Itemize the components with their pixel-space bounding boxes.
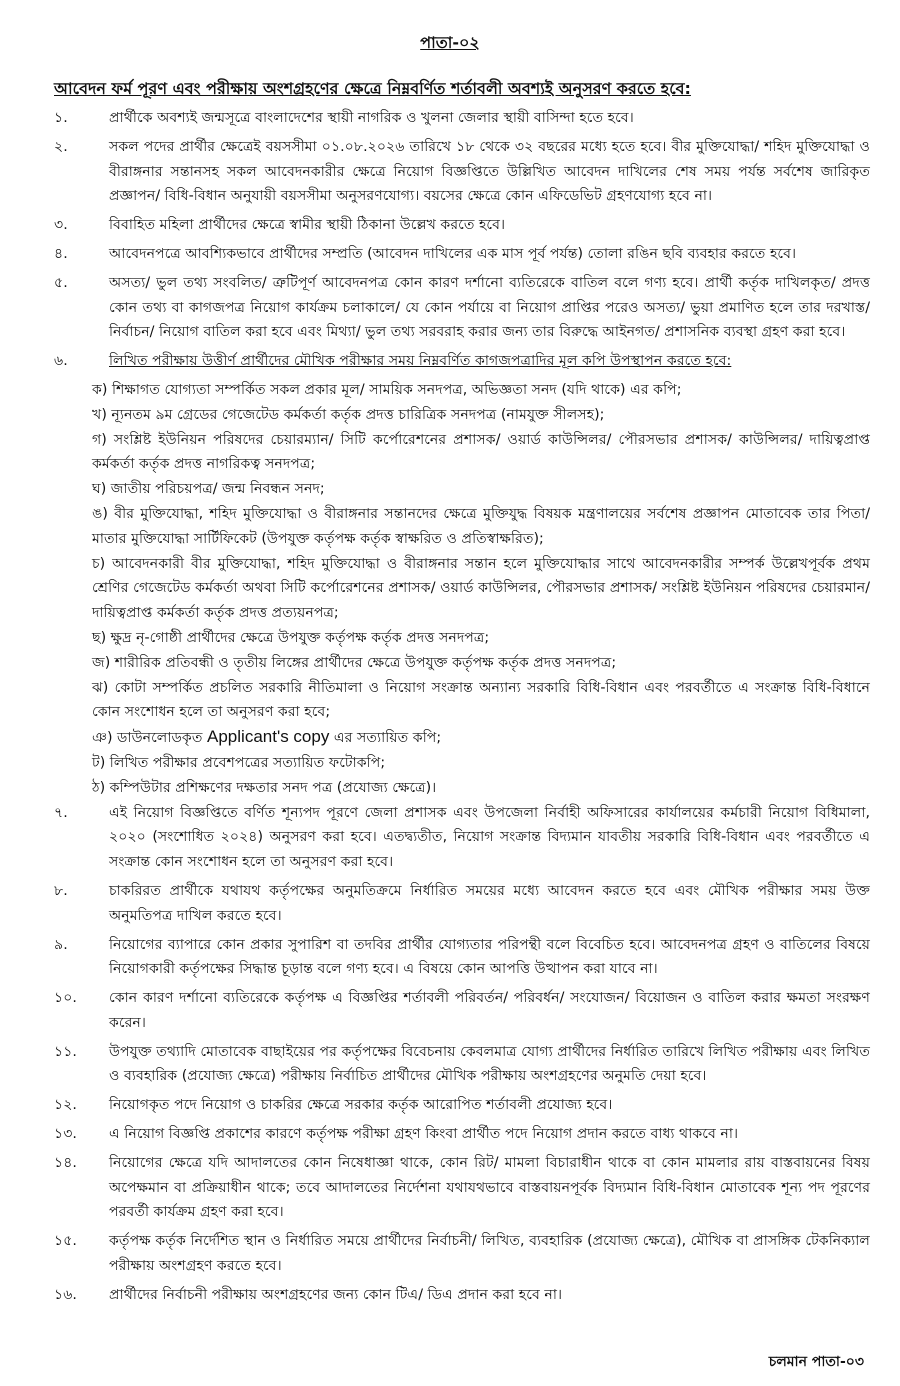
sub-item: ছ) ক্ষুদ্র নৃ-গোষ্ঠী প্রার্থীদের ক্ষেত্রে উপযুক্ত কর্তৃপক্ষ কর্তৃক প্রদত্ত সনদপত্র; — [92, 629, 490, 646]
list-item — [54, 1040, 870, 1090]
sub-item-suffix: এর সত্যায়িত কপি; — [329, 730, 442, 747]
item-number: ৩. — [54, 217, 68, 234]
item-number: ৫. — [54, 274, 68, 291]
item-number: ১০. — [54, 990, 77, 1007]
list-item — [54, 879, 870, 929]
list-item — [54, 135, 870, 209]
sub-item: ঙ) বীর মুক্তিযোদ্ধা, শহিদ মুক্তিযোদ্ধা ও বীরাঙ্গনার সন্তানদের ক্ষেত্রে মুক্তিযুদ্ধ বিষয়ক মন্ত্রণালয়ের সর্বশেষ প্রজ্ঞাপন মোতাবেক তার পিতা/ মাতার মুক্তিযোদ্ধা সার্টিফিকেট (উপযুক্ত কর্তৃপক্ষ কর্তৃক স্বাক্ষরিত ও প্রতিস্বাক্ষরিত); — [92, 505, 870, 547]
item-number: ১. — [54, 110, 68, 126]
item-body — [109, 349, 870, 374]
documents-intro: লিখিত পরীক্ষায় উত্তীর্ণ প্রার্থীদের মৌখিক পরীক্ষার সময় নিম্নবর্ণিত কাগজপত্রাদির মূল কপি উপস্থাপন করতে হবে: — [109, 353, 732, 370]
item-number: ৮. — [54, 882, 68, 899]
list-item — [54, 271, 870, 345]
applicant-copy-label: Applicant's copy — [207, 727, 330, 747]
sub-item: গ) সংশ্লিষ্ট ইউনিয়ন পরিষদের চেয়ারম্যান/ সিটি কর্পোরেশনের প্রশাসক/ ওয়ার্ড কাউন্সিলর/ পৌরসভার প্রশাসক/ কাউন্সিলর/ দায়িত্বপ্রাপ্ত কর্মকর্তা কর্তৃক প্রদত্ত নাগরিকত্ব সনদপত্র; — [92, 431, 870, 473]
list-item — [54, 1093, 870, 1118]
item-text: এই নিয়োগ বিজ্ঞপ্তিতে বর্ণিত শূন্যপদ পূরণে জেলা প্রশাসক এবং উপজেলা নির্বাহী অফিসারের কার্যালয়ের কর্মচারী নিয়োগ বিধিমালা, ২০২০ (সংশোধিত ২০২৪) অনুসরণ করা হবে। এতদ্ব্যতীত, নিয়োগ সংক্রান্ত বিদ্যমান যাবতীয় সরকারি বিধি-বিধান এবং পরবর্তীতে এ সংক্রান্ত কোন সংশোধন হলে তা অনুসরণ করা হবে। — [109, 804, 870, 871]
sub-item: খ) ন্যূনতম ৯ম গ্রেডের গেজেটেড কর্মকর্তা কর্তৃক প্রদত্ত চারিত্রিক সনদপত্র (নামযুক্ত সীলসহ); — [92, 406, 605, 423]
conditions-heading: আবেদন ফর্ম পূরণ এবং পরীক্ষায় অংশগ্রহণের ক্ষেত্রে নিম্নবর্ণিত শর্তাবলী অবশ্যই অনুসরণ করতে হবে: — [54, 79, 691, 98]
page-number: পাতা-০২ — [420, 33, 480, 52]
item-text: এ নিয়োগ বিজ্ঞপ্তি প্রকাশের কারণে কর্তৃপক্ষ পরীক্ষা গ্রহণ কিংবা প্রার্থীত পদে নিয়োগ প্রদান করতে বাধ্য থাকবে না। — [109, 1126, 739, 1143]
item-text: কর্তৃপক্ষ কর্তৃক নির্দেশিত স্থান ও নির্ধারিত সময়ে প্রার্থীদের নির্বাচনী/ লিখিত, ব্যবহারিক (প্রযোজ্য ক্ষেত্রে), মৌখিক বা প্রাসঙ্গিক টেকনিক্যাল পরীক্ষায় অংশগ্রহণ করতে হবে। — [109, 1233, 870, 1275]
conditions-list — [54, 106, 870, 1312]
item-text: নিয়োগকৃত পদে নিয়োগ ও চাকরির ক্ষেত্রে সরকার কর্তৃক আরোপিত শর্তাবলী প্রযোজ্য হবে। — [109, 1097, 613, 1114]
item-number: ১১. — [54, 1043, 77, 1060]
list-item — [54, 1229, 870, 1279]
sub-item-prefix: ঞ) ডাউনলোডকৃত — [92, 730, 208, 747]
sub-item: চ) আবেদনকারী বীর মুক্তিযোদ্ধা, শহিদ মুক্তিযোদ্ধা ও বীরাঙ্গনার সন্তান হলে মুক্তিযোদ্ধার সাথে আবেদনকারীর সম্পর্ক উল্লেখপূর্বক প্রথম শ্রেণির গেজেটেড কর্মকর্তা অথবা সিটি কর্পোরেশনের প্রশাসক/ ওয়ার্ড কাউন্সিলর, পৌরসভার প্রশাসক/ সংশ্লিষ্ট ইউনিয়ন পরিষদের চেয়ারমান/ দায়িত্বপ্রাপ্ত কর্মকর্তা কর্তৃক প্রদত্ত প্রত্যয়নপত্র; — [92, 555, 870, 622]
item-text: প্রার্থীকে অবশ্যই জন্মসূত্রে বাংলাদেশের স্থায়ী নাগরিক ও খুলনা জেলার স্থায়ী বাসিন্দা হতে হবে। — [109, 110, 634, 126]
item-number: ২. — [54, 138, 68, 155]
item-text: উপযুক্ত তথ্যাদি মোতাবেক বাছাইয়ের পর কর্তৃপক্ষের বিবেচনায় কেবলমাত্র যোগ্য প্রার্থীদের নির্ধারিত তারিখে লিখিত পরীক্ষায় এবং লিখিত ও ব্যবহারিক (প্রযোজ্য ক্ষেত্রে) পরীক্ষায় নির্বাচিত প্রার্থীদের মৌখিক পরীক্ষায় অংশগ্রহণের অনুমতি দেয়া হবে। — [109, 1043, 870, 1085]
sub-item: ঝ) কোটা সম্পর্কিত প্রচলিত সরকারি নীতিমালা ও নিয়োগ সংক্রান্ত অন্যান্য সরকারি বিধি-বিধান এবং পরবর্তীতে এ সংক্রান্ত বিধি-বিধানে কোন সংশোধন হলে তা অনুসরণ করা হবে; — [92, 679, 870, 721]
item-text: অসত্য/ ভুল তথ্য সংবলিত/ ত্রুটিপূর্ণ আবেদনপত্র কোন কারণ দর্শানো ব্যতিরেকে বাতিল বলে গণ্য হবে। প্রার্থী কর্তৃক দাখিলকৃত/ প্রদত্ত কোন তথ্য বা কাগজপত্র নিয়োগ কার্যক্রম চলাকালে/ যে কোন পর্যায়ে বা নিয়োগ প্রাপ্তির পরেও অসত্য/ ভুয়া প্রমাণিত হলে তার দরখাস্ত/ নির্বাচন/ নিয়োগ বাতিল করা হবে এবং মিথ্যা/ ভুল তথ্য সরবরাহ করার জন্য তার বিরুদ্ধে আইনগত/ প্রশাসনিক ব্যবস্থা গ্রহণ করা হবে। — [109, 274, 870, 341]
item-number: ১৬. — [54, 1286, 77, 1303]
item-text: আবেদনপত্রে আবশ্যিকভাবে প্রার্থীদের সম্প্রতি (আবেদন দাখিলের এক মাস পূর্ব পর্যন্ত) তোলা রঙিন ছবি ব্যবহার করতে হবে। — [109, 245, 797, 262]
item-number: ৭. — [54, 804, 68, 821]
sub-item: ট) লিখিত পরীক্ষার প্রবেশপত্রের সত্যায়িত ফটোকপি; — [92, 754, 386, 771]
list-item — [54, 1151, 870, 1225]
item-number: ১২. — [54, 1097, 77, 1114]
sub-item: ঘ) জাতীয় পরিচয়পত্র/ জন্ম নিবন্ধন সনদ; — [92, 481, 325, 498]
list-item-documents — [54, 349, 870, 374]
item-number: ১৩. — [54, 1126, 77, 1143]
list-item — [54, 213, 870, 238]
list-item — [54, 1122, 870, 1147]
item-text: কোন কারণ দর্শানো ব্যতিরেকে কর্তৃপক্ষ এ বিজ্ঞপ্তির শর্তাবলী পরিবর্তন/ পরিবর্ধন/ সংযোজন/ বিয়োজন ও বাতিল করার ক্ষমতা সংরক্ষণ করেন। — [109, 990, 870, 1031]
item-text: নিয়োগের ব্যাপারে কোন প্রকার সুপারিশ বা তদবির প্রার্থীর যোগ্যতার পরিপন্থী বলে বিবেচিত হবে। আবেদনপত্র গ্রহণ ও বাতিলের বিষয়ে নিয়োগকারী কর্তৃপক্ষের সিদ্ধান্ত চূড়ান্ত বলে গণ্য হবে। এ বিষয়ে কোন আপত্তি উত্থাপন করা যাবে না। — [109, 936, 870, 978]
list-item — [54, 986, 870, 1036]
sub-item: জ) শারীরিক প্রতিবন্ধী ও তৃতীয় লিঙ্গের প্রার্থীদের ক্ষেত্রে উপযুক্ত কর্তৃপক্ষ কর্তৃক প্রদত্ত সনদপত্র; — [92, 654, 617, 671]
item-number: ১৫. — [54, 1233, 77, 1250]
sub-item: ঠ) কম্পিউটার প্রশিক্ষণের দক্ষতার সনদ পত্র (প্রযোজ্য ক্ষেত্রে)। — [92, 779, 437, 796]
item-text: সকল পদের প্রার্থীর ক্ষেত্রেই বয়সসীমা ০১.০৮.২০২৬ তারিখে ১৮ থেকে ৩২ বছরের মধ্যে হতে হবে। বীর মুক্তিযোদ্ধা/ শহিদ মুক্তিযোদ্ধা ও বীরাঙ্গনার সন্তানসহ সকল আবেদনকারীর ক্ষেত্রে নিয়োগ বিজ্ঞপ্তিতে উল্লিখিত আবেদন দাখিলের শেষ সময় পর্যন্ত সর্বশেষ জারিকৃত প্রজ্ঞাপন/ বিধি-বিধান অনুযায়ী বয়সসীমা অনুসরণযোগ্য। বয়সের ক্ষেত্রে কোন এফিডেভিট গ্রহণযোগ্য হবে না। — [109, 138, 870, 205]
continued-page-label: চলমান পাতা-০৩ — [768, 1354, 864, 1370]
item-number: ৪. — [54, 245, 68, 262]
item-number: ৯. — [54, 936, 68, 953]
item-text: প্রার্থীদের নির্বাচনী পরীক্ষায় অংশগ্রহণের জন্য কোন টিএ/ ডিএ প্রদান করা হবে না। — [109, 1286, 563, 1303]
list-item — [54, 242, 870, 267]
item-number: ৬. — [54, 353, 68, 370]
list-item — [54, 801, 870, 875]
sub-item: ক) শিক্ষাগত যোগ্যতা সম্পর্কিত সকল প্রকার মূল/ সাময়িক সনদপত্র, অভিজ্ঞতা সনদ (যদি থাকে) এর কপি; — [92, 381, 682, 398]
documents-sublist — [84, 378, 870, 801]
list-item — [54, 933, 870, 983]
list-item — [54, 106, 870, 131]
item-text: নিয়োগের ক্ষেত্রে যদি আদালতের কোন নিষেধাজ্ঞা থাকে, কোন রিট/ মামলা বিচারাধীন থাকে বা কোন মামলার রায় বাস্তবায়নের বিষয় অপেক্ষমান বা প্রক্রিয়াধীন থাকে; তবে আদালতের নির্দেশনা যথাযথভাবে বাস্তবায়নপূর্বক বিদ্যমান বিধি-বিধান মোতাবেক শূন্য পদ পূরণের পরবর্তী কার্যক্রম গ্রহণ করা হবে। — [109, 1154, 870, 1221]
list-item — [54, 1283, 870, 1308]
item-text: বিবাহিত মহিলা প্রার্থীদের ক্ষেত্রে স্বামীর স্থায়ী ঠিকানা উল্লেখ করতে হবে। — [109, 217, 506, 234]
sub-item-applicant-copy — [84, 725, 870, 751]
item-text: চাকরিরত প্রার্থীকে যথাযথ কর্তৃপক্ষের অনুমতিক্রমে নির্ধারিত সময়ের মধ্যে আবেদন করতে হবে এবং মৌখিক পরীক্ষার সময় উক্ত অনুমতিপত্র দাখিল করতে হবে। — [109, 882, 870, 924]
item-number: ১৪. — [54, 1154, 77, 1171]
